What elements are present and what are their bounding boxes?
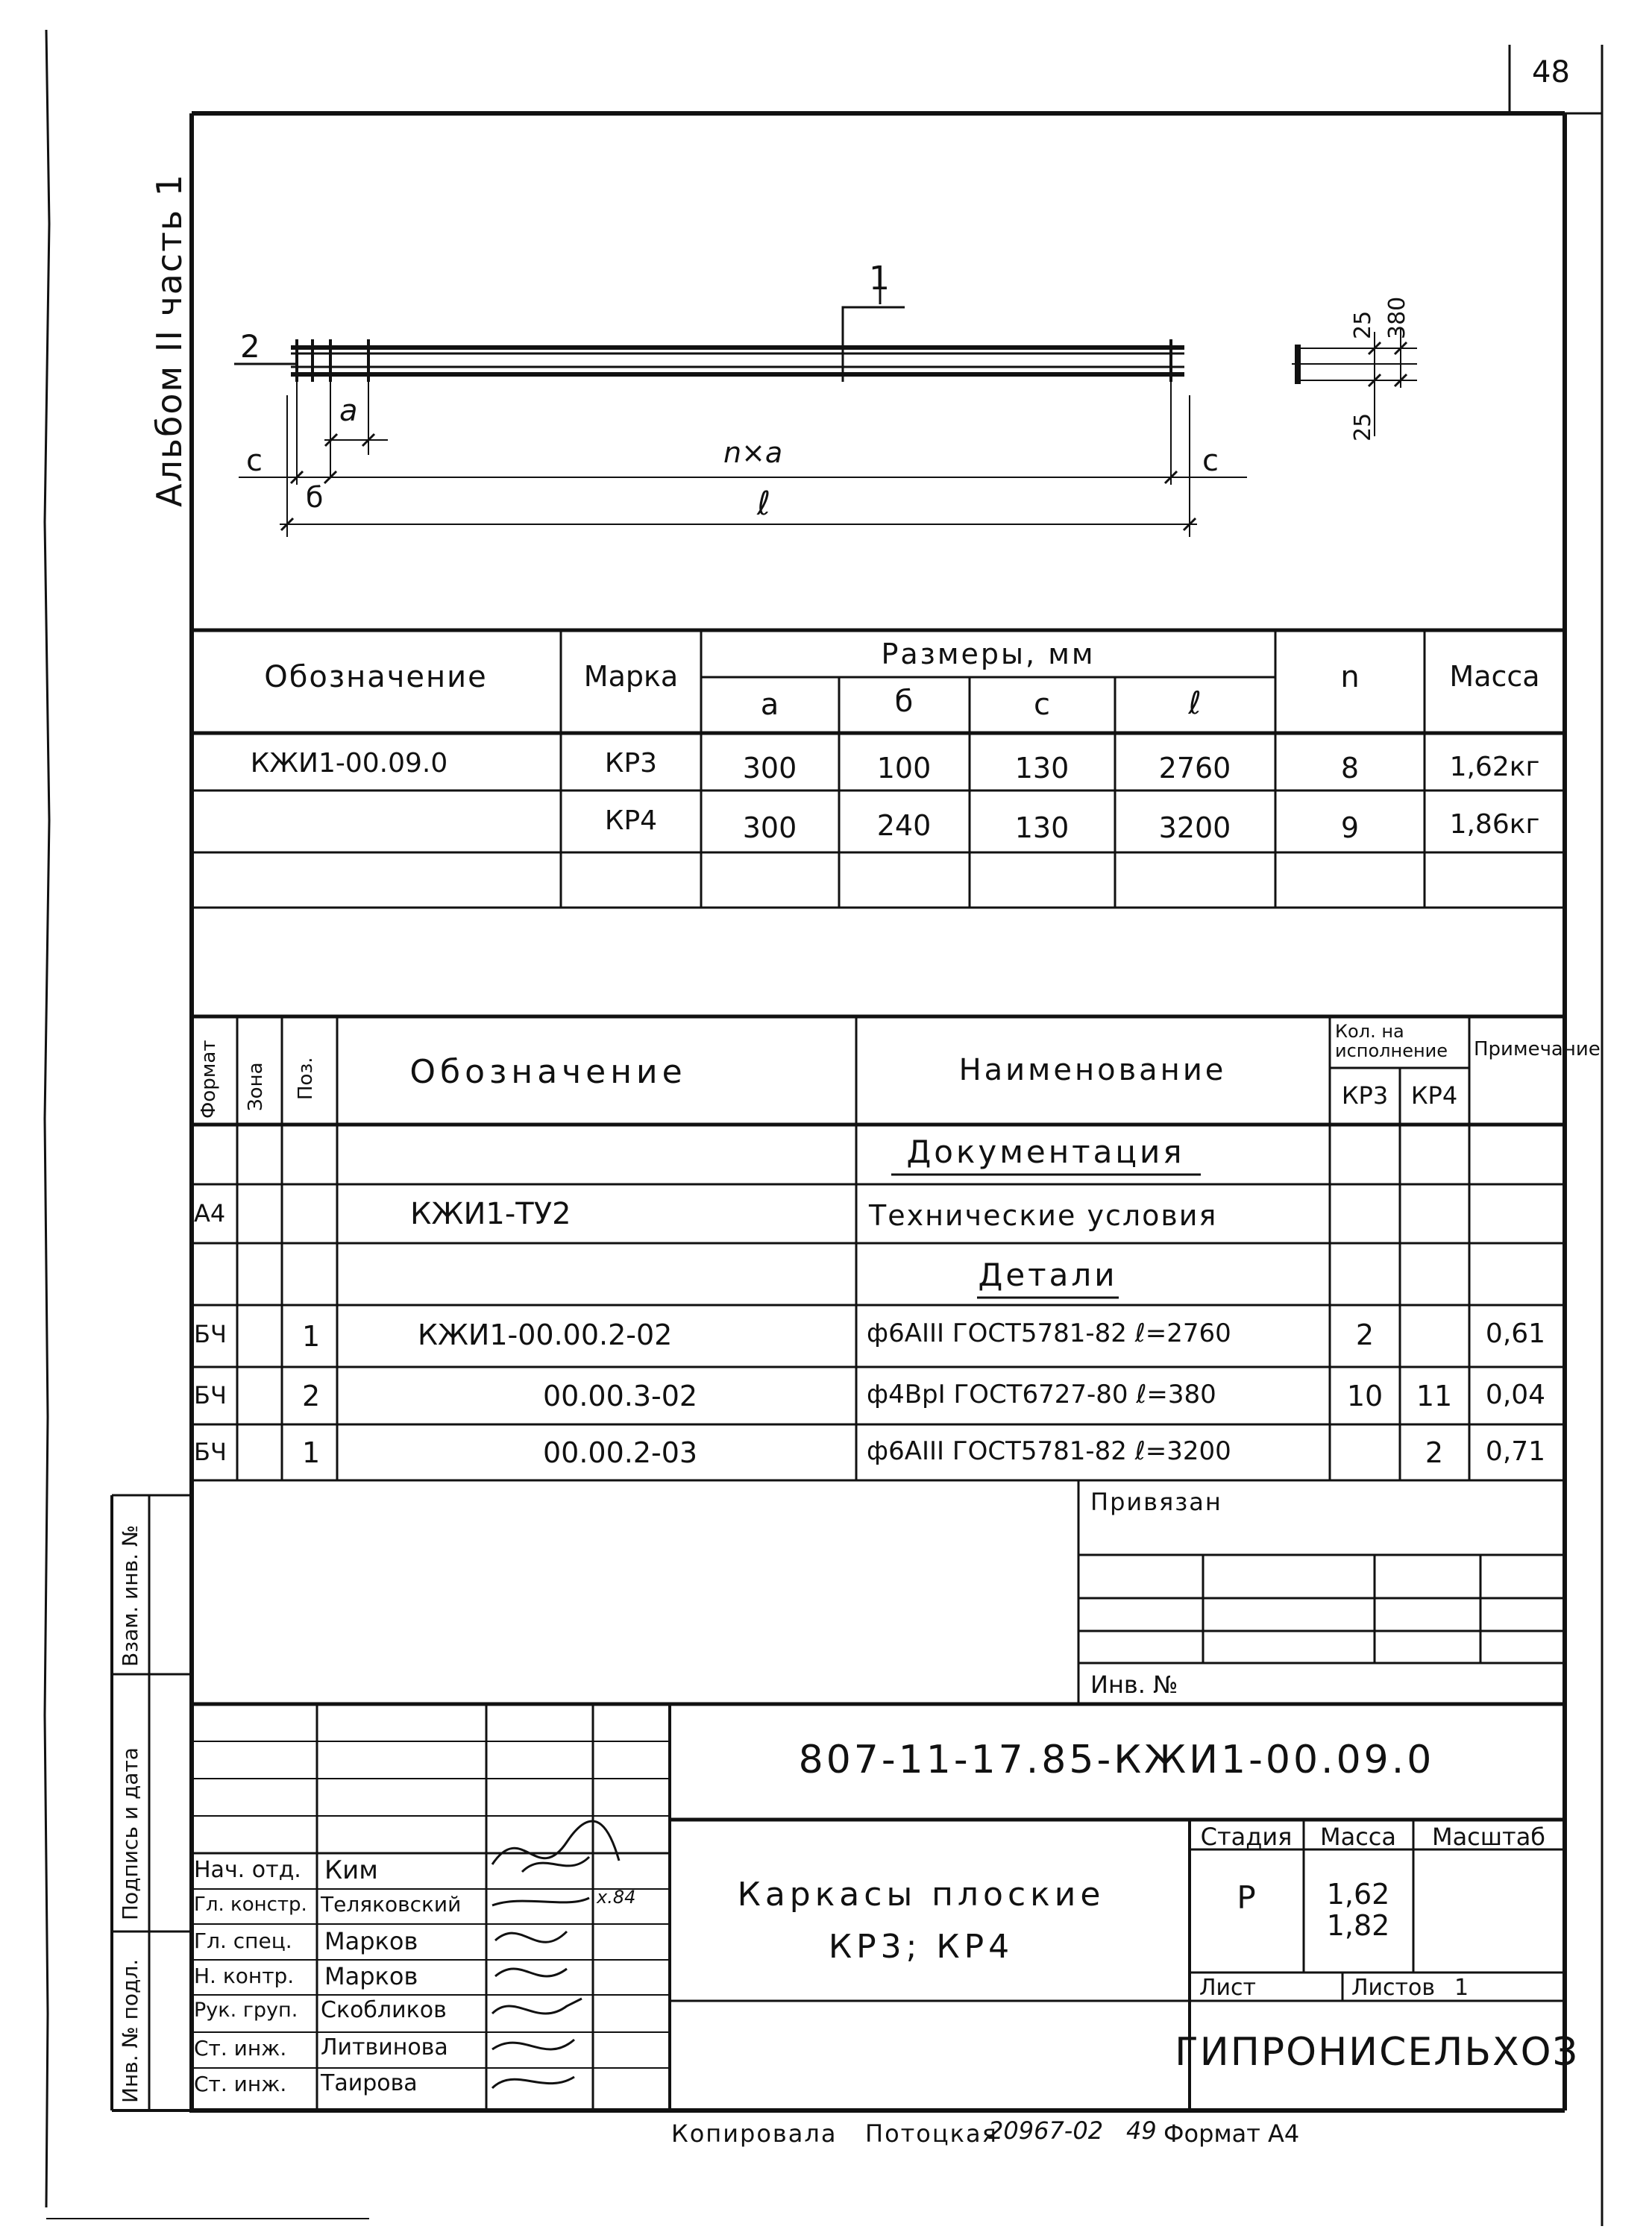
mass-value-1: 1,62	[1326, 1878, 1390, 1911]
staff-name-4: Марков	[324, 1962, 418, 1990]
position-1-label: 1	[869, 260, 890, 298]
position-2-label: 2	[240, 328, 260, 365]
dim-table-header-c: c	[1034, 688, 1050, 722]
spec-row-3-note: 0,04	[1485, 1380, 1546, 1410]
stage-value: Р	[1237, 1879, 1256, 1916]
spec-row-1-name: Технические условия	[869, 1199, 1218, 1232]
spec-header-name: Наименование	[958, 1053, 1227, 1087]
dim-row-1-a: 300	[742, 752, 797, 785]
staff-name-6: Литвинова	[321, 2034, 448, 2061]
staff-role-3: Гл. спец.	[194, 1929, 292, 1953]
spec-row-1-designation: КЖИ1-ТУ2	[410, 1197, 571, 1231]
staff-role-2: Гл. констр.	[194, 1893, 307, 1916]
staff-role-6: Ст. инж.	[194, 2036, 287, 2061]
mass-label: Масса	[1319, 1823, 1397, 1851]
page-number: 48	[1532, 55, 1570, 89]
spec-header-note: Примечание	[1474, 1038, 1601, 1060]
spec-row-2-format: БЧ	[194, 1320, 227, 1348]
spec-header-designation: Обозначение	[409, 1053, 687, 1091]
dim-row-2-mark: КР4	[604, 805, 658, 836]
scale-label: Масштаб	[1431, 1823, 1546, 1851]
dim-row-1-n: 8	[1340, 752, 1360, 785]
spec-header-pos: Поз.	[295, 1057, 317, 1100]
spec-row-4-format: БЧ	[194, 1438, 227, 1466]
staff-role-1: Нач. отд.	[194, 1857, 301, 1883]
dim-table-header-mark: Марка	[583, 660, 679, 693]
spec-row-2-name: ф6АIII ГОСТ5781-82 ℓ=2760	[867, 1318, 1231, 1348]
spec-row-4-note: 0,71	[1485, 1436, 1546, 1467]
dim-row-1-c: 130	[1014, 752, 1070, 785]
spec-row-2-note: 0,61	[1485, 1318, 1546, 1349]
spec-row-2-kr3: 2	[1355, 1318, 1375, 1351]
sheets-value: 1	[1454, 1975, 1469, 2001]
dim-table-header-a: a	[760, 688, 779, 722]
sheet-label: Лист	[1199, 1975, 1257, 2001]
section-dim-25-bottom: 25	[1350, 412, 1376, 441]
spec-row-3-format: БЧ	[194, 1381, 227, 1409]
dim-row-2-mass: 1,86кг	[1449, 809, 1540, 840]
dim-row-1-b: 100	[876, 752, 932, 785]
spec-row-4-name: ф6АIII ГОСТ5781-82 ℓ=3200	[867, 1436, 1231, 1466]
signature-scribbles	[492, 1821, 619, 2088]
signature-date: x.84	[597, 1887, 636, 1908]
stamp-inv-podl: Инв. № подл.	[118, 1958, 142, 2103]
spec-header-kr4: КР4	[1410, 1081, 1458, 1110]
staff-name-2: Теляковский	[321, 1892, 462, 1917]
spec-row-3-kr3: 10	[1346, 1380, 1384, 1412]
organization-name: ГИПРОНИСЕЛЬХОЗ	[1175, 2030, 1579, 2075]
spec-row-2-pos: 1	[302, 1320, 321, 1353]
dim-table-header-sizes: Размеры, мм	[881, 638, 1096, 670]
dim-row-1-designation: КЖИ1-00.09.0	[250, 748, 448, 779]
dim-row-1-mark: КР3	[604, 748, 658, 779]
dim-c-right-label: c	[1202, 444, 1219, 478]
dim-row-1-mass: 1,62кг	[1449, 752, 1540, 782]
dim-a-label: a	[339, 394, 358, 428]
spec-row-3-kr4: 11	[1416, 1380, 1453, 1412]
document-code: 807-11-17.85-КЖИ1-00.09.0	[798, 1738, 1435, 1782]
staff-name-7: Таирова	[321, 2070, 418, 2096]
stamp-vzam-inv: Взам. инв. №	[118, 1524, 142, 1667]
section-dim-380: 380	[1384, 296, 1410, 339]
spec-row-3-pos: 2	[302, 1380, 321, 1412]
dim-row-1-l: 2760	[1158, 752, 1231, 785]
dim-row-2-n: 9	[1340, 811, 1360, 844]
stamp-signature-date: Подпись и дата	[118, 1747, 142, 1920]
spec-row-4-kr4: 2	[1425, 1436, 1444, 1469]
footer-format: Формат А4	[1163, 2119, 1300, 2148]
dim-row-2-a: 300	[742, 811, 797, 844]
spec-section-docs: Документация	[906, 1134, 1185, 1170]
dim-na-label: n×a	[723, 436, 783, 469]
spec-row-3-designation: 00.00.3-02	[543, 1380, 698, 1412]
footer-copied-label: Копировала	[671, 2119, 838, 2148]
staff-name-5: Скобликов	[321, 1997, 447, 2023]
stage-label: Стадия	[1200, 1823, 1293, 1851]
spec-row-3-name: ф4ВрI ГОСТ6727-80 ℓ=380	[867, 1380, 1216, 1409]
dim-table-header-n: n	[1340, 660, 1360, 694]
dim-table-header-l: ℓ	[1188, 685, 1202, 721]
spec-header-kr3: КР3	[1341, 1081, 1389, 1110]
sheets-label: Листов	[1351, 1975, 1436, 2001]
dim-row-2-c: 130	[1014, 811, 1070, 844]
binding-inv-label: Инв. №	[1090, 1670, 1178, 1699]
dim-table-header-mass: Масса	[1449, 660, 1540, 693]
spec-header-format: Формат	[198, 1040, 220, 1119]
footer-copier: Потоцкая	[865, 2119, 998, 2148]
spec-row-4-pos: 1	[302, 1436, 321, 1469]
spec-header-zone: Зона	[245, 1062, 267, 1111]
spec-section-details: Детали	[978, 1257, 1118, 1293]
staff-role-4: Н. контр.	[194, 1964, 295, 1988]
mass-value-2: 1,82	[1326, 1909, 1390, 1942]
spec-row-4-designation: 00.00.2-03	[543, 1436, 698, 1469]
staff-name-1: Ким	[324, 1855, 378, 1885]
title-line-1: Каркасы плоские	[737, 1876, 1105, 1914]
footer-sheet-no: 49	[1126, 2116, 1157, 2145]
dim-table-header-designation: Обозначение	[264, 660, 488, 694]
dim-row-2-b: 240	[876, 809, 932, 842]
staff-name-3: Марков	[324, 1927, 418, 1955]
spec-header-qty: Кол. на исполнение	[1335, 1021, 1448, 1061]
spec-row-2-designation: КЖИ1-00.00.2-02	[418, 1318, 673, 1351]
staff-role-7: Ст. инж.	[194, 2072, 287, 2096]
title-line-2: КР3; КР4	[828, 1928, 1014, 1966]
dim-b-label: б	[306, 481, 324, 514]
binding-label: Привязан	[1090, 1488, 1222, 1516]
staff-role-5: Рук. груп.	[194, 1999, 298, 2022]
dim-table-header-b: б	[894, 685, 914, 719]
section-dim-25-top: 25	[1350, 310, 1376, 339]
spec-row-1-format: А4	[194, 1199, 226, 1228]
dim-row-2-l: 3200	[1158, 811, 1231, 844]
album-label: Альбом II часть 1	[149, 172, 189, 507]
footer-order: 20967-02	[988, 2116, 1104, 2145]
dim-c-left-label: c	[246, 444, 263, 478]
dim-l-label: ℓ	[757, 485, 771, 523]
